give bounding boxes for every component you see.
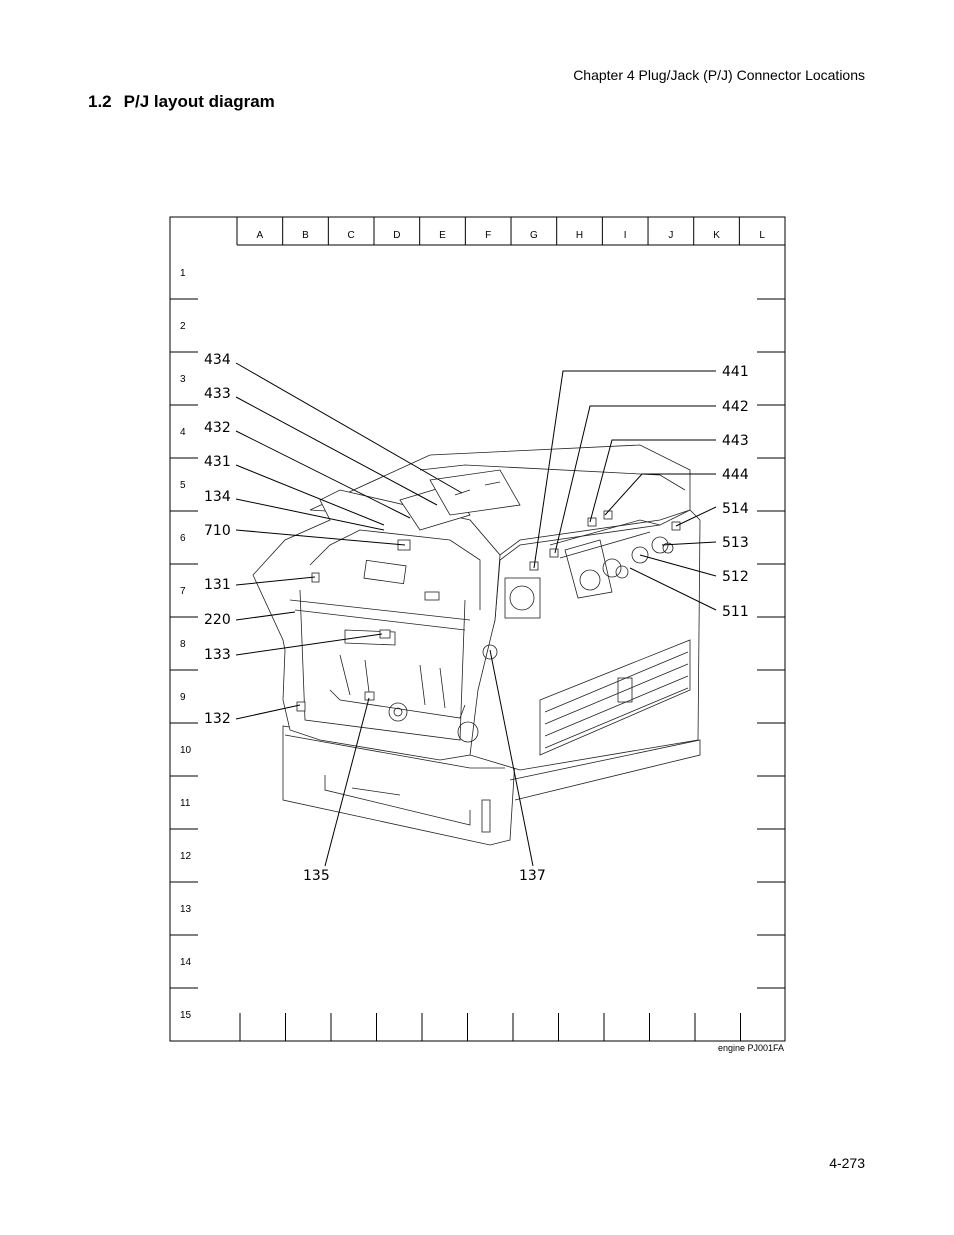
grid-row-label: 4 (180, 427, 186, 438)
grid-row-labels (180, 268, 192, 1021)
section-number: 1.2 (88, 92, 112, 111)
grid-row-label: 10 (180, 745, 192, 756)
grid-row-label: 14 (180, 957, 192, 968)
grid-row-label: 3 (180, 374, 186, 385)
callout-441: 441 (722, 364, 749, 380)
callout-132: 132 (204, 711, 231, 727)
grid-row-label: 5 (180, 480, 186, 491)
callout-220: 220 (204, 612, 231, 628)
figure-id: engine PJ001FA (717, 1043, 784, 1053)
callout-514: 514 (722, 501, 749, 517)
page-number: 4-273 (829, 1155, 865, 1171)
callouts-right (722, 364, 749, 620)
grid-row-label: 2 (180, 321, 186, 332)
callout-131: 131 (204, 577, 231, 593)
grid-column-label: L (759, 230, 765, 241)
grid-column-label: D (393, 230, 401, 241)
callout-431: 431 (204, 454, 231, 470)
grid-column-label: E (439, 230, 446, 241)
grid-row-label: 9 (180, 692, 186, 703)
callout-442: 442 (722, 399, 749, 415)
grid-row-label: 11 (180, 798, 191, 809)
grid-column-label: J (668, 230, 674, 241)
grid-row-label: 12 (180, 851, 192, 862)
callouts-left (204, 352, 231, 727)
callout-432: 432 (204, 420, 231, 436)
callout-137: 137 (519, 868, 546, 884)
grid-column-label: K (713, 230, 720, 241)
callout-443: 443 (722, 433, 749, 449)
callout-135: 135 (303, 868, 330, 884)
grid-row-label: 1 (180, 268, 186, 279)
callout-513: 513 (722, 535, 749, 551)
grid-row-label: 6 (180, 533, 186, 544)
callout-710: 710 (204, 523, 231, 539)
callout-434: 434 (204, 352, 231, 368)
callout-134: 134 (204, 489, 231, 505)
chapter-header: Chapter 4 Plug/Jack (P/J) Connector Locations (573, 67, 865, 83)
grid-column-label: H (575, 230, 584, 241)
callout-433: 433 (204, 386, 231, 402)
section-title: P/J layout diagram (123, 92, 275, 111)
grid-column-label: I (623, 230, 627, 241)
callout-133: 133 (204, 647, 231, 663)
grid-column-label: B (302, 230, 309, 241)
grid-column-label: C (347, 230, 355, 241)
grid-column-label: G (529, 230, 538, 241)
grid-column-label: F (485, 230, 492, 241)
grid-row-label: 8 (180, 639, 186, 650)
grid-row-label: 13 (180, 904, 192, 915)
callout-511: 511 (722, 604, 749, 620)
printer-illustration (253, 445, 700, 845)
grid-row-label: 15 (180, 1010, 192, 1021)
grid-row-label: 7 (180, 586, 186, 597)
callout-512: 512 (722, 569, 749, 585)
callouts-bottom (303, 868, 546, 884)
grid-column-label: A (256, 230, 264, 241)
callout-444: 444 (722, 467, 749, 483)
